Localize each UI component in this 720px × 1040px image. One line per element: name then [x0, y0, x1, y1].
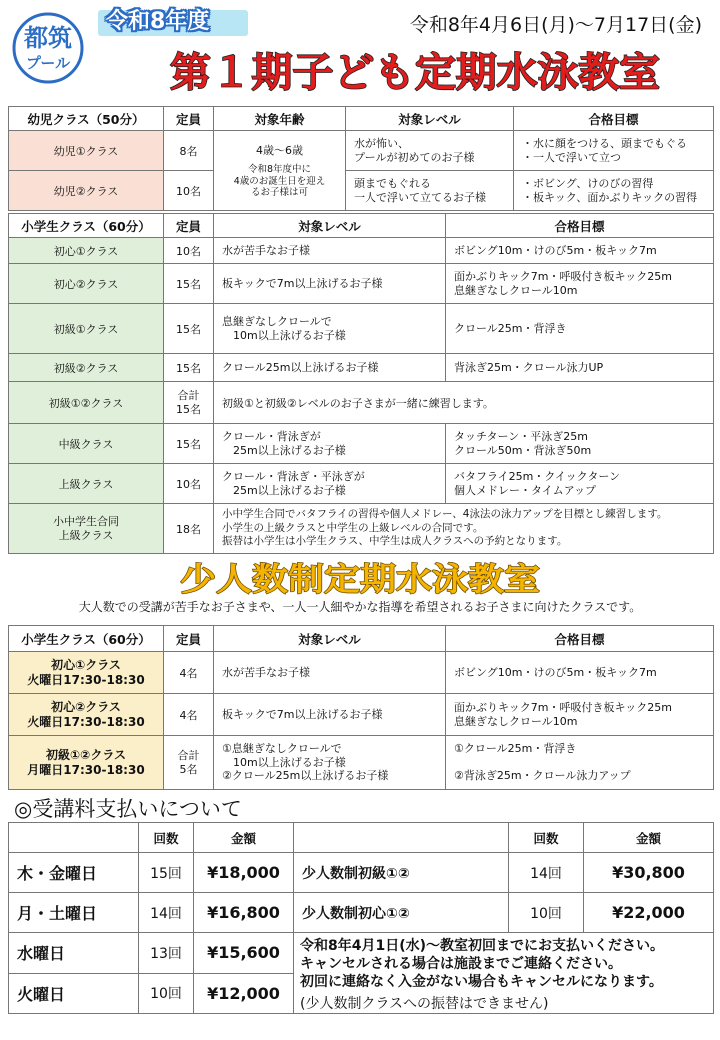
class-name: 初心②クラス [9, 264, 164, 304]
age-main: 4歳～6歳 [256, 143, 303, 157]
fees-header-count: 回数 [139, 823, 194, 853]
school-header-level: 対象レベル [214, 214, 446, 238]
class-name: 初心①クラス [9, 238, 164, 264]
fees-header-blank [9, 823, 139, 853]
class-level: 板キックで7m以上泳げるお子様 [214, 264, 446, 304]
class-capacity: 10名 [164, 171, 214, 211]
main-title-text: 第１期子ども定期水泳教室 [170, 50, 660, 96]
fee-day: 木・金曜日 [9, 853, 139, 893]
kids-header-age: 対象年齢 [214, 107, 346, 131]
fee-price: ¥16,800 [194, 893, 294, 933]
age-cell [214, 131, 346, 211]
class-goal: ・ボビング、けのびの習得 ・板キック、面かぶりキックの習得 [514, 171, 714, 211]
fee-price: ¥18,000 [194, 853, 294, 893]
class-level: 板キックで7m以上泳げるお子様 [214, 694, 446, 736]
class-name: 初心①クラス 火曜日17:30-18:30 [9, 652, 164, 694]
fee-course: 少人数制初心①② [294, 893, 509, 933]
fee-price: ¥15,600 [194, 933, 294, 974]
class-level: クロール25m以上泳げるお子様 [214, 354, 446, 382]
class-goal: ・水に顔をつける、頭までもぐる ・一人で浮いて立つ [514, 131, 714, 171]
class-level: 水が怖い、 プールが初めてのお子様 [346, 131, 514, 171]
fee-day: 月・土曜日 [9, 893, 139, 933]
fees-header-price-2: 金額 [584, 823, 714, 853]
class-name: 初級①クラス [9, 304, 164, 354]
fee-count: 14回 [509, 853, 584, 893]
fee-course: 少人数制初級①② [294, 853, 509, 893]
class-goal: バタフライ25m・クイックターン 個人メドレー・タイムアップ [446, 464, 714, 504]
table-row [9, 382, 714, 424]
fee-count: 15回 [139, 853, 194, 893]
fee-price: ¥22,000 [584, 893, 714, 933]
school-header-goal: 合格目標 [446, 214, 714, 238]
fees-table [8, 822, 714, 1014]
school-header-class: 小学生クラス（60分） [9, 214, 164, 238]
small-group-title [160, 556, 560, 600]
kids-header-level: 対象レベル [346, 107, 514, 131]
kids-header-class: 幼児クラス（50分） [9, 107, 164, 131]
payment-notice-text: 令和8年4月1日(水)～教室初回までにお支払いください。 キャンセルされる場合は施設までご連絡ください。 初回に連絡なく入金がない場合もキャンセルになります。 [300, 938, 665, 991]
period-dates: 令和8年4月6日(月)～7月17日(金) [409, 14, 702, 36]
table-row [9, 304, 714, 354]
kids-header-goal: 合格目標 [514, 107, 714, 131]
class-level: 水が苦手なお子様 [214, 652, 446, 694]
class-capacity: 合計 15名 [164, 382, 214, 424]
age-note: 令和8年度中に 4歳のお誕生日を迎え るお子様は可 [233, 163, 326, 199]
era-label: 令和8年度 [106, 9, 210, 34]
class-capacity: 10名 [164, 238, 214, 264]
class-name: 小中学生合同 上級クラス [9, 504, 164, 554]
class-goal: ①クロール25m・背浮き ②背泳ぎ25m・クロール泳力アップ [446, 736, 714, 790]
logo-text-top: 都筑 [24, 24, 72, 52]
class-capacity: 4名 [164, 652, 214, 694]
class-name: 初級①②クラス [9, 382, 164, 424]
fee-price: ¥30,800 [584, 853, 714, 893]
class-capacity: 15名 [164, 354, 214, 382]
school-class-table [8, 213, 714, 554]
table-row [9, 354, 714, 382]
table-row [9, 504, 714, 554]
class-capacity: 4名 [164, 694, 214, 736]
table-row [9, 264, 714, 304]
small-group-description: 大人数での受講が苦手なお子さまや、一人一人細やかな指導を希望されるお子さまに向けたクラスです。 [78, 600, 642, 614]
class-goal: 面かぶりキック7m・呼吸付き板キック25m 息継ぎなしクロール10m [446, 264, 714, 304]
tsuzuki-pool-logo [6, 10, 94, 86]
class-name: 初心②クラス 火曜日17:30-18:30 [9, 694, 164, 736]
class-goal: クロール25m・背浮き [446, 304, 714, 354]
table-row [9, 652, 714, 694]
fee-count: 14回 [139, 893, 194, 933]
small-header-capacity: 定員 [164, 626, 214, 652]
class-capacity: 合計 5名 [164, 736, 214, 790]
class-capacity: 18名 [164, 504, 214, 554]
fees-header-count-2: 回数 [509, 823, 584, 853]
table-row [9, 131, 714, 171]
table-row [9, 238, 714, 264]
table-row [9, 933, 714, 974]
table-row [9, 694, 714, 736]
payment-notice [294, 933, 714, 1014]
small-header-class: 小学生クラス（60分） [9, 626, 164, 652]
fees-header-blank-2 [294, 823, 509, 853]
table-row [9, 464, 714, 504]
class-level: ①息継ぎなしクロールで 10m以上泳げるお子様 ②クロール25m以上泳げるお子様 [214, 736, 446, 790]
table-row [9, 893, 714, 933]
fee-day: 火曜日 [9, 973, 139, 1014]
school-header-capacity: 定員 [164, 214, 214, 238]
small-header-level: 対象レベル [214, 626, 446, 652]
fees-header-price: 金額 [194, 823, 294, 853]
class-capacity: 8名 [164, 131, 214, 171]
class-name: 幼児②クラス [9, 171, 164, 211]
table-row [9, 736, 714, 790]
class-name: 初級①②クラス 月曜日17:30-18:30 [9, 736, 164, 790]
class-name: 中級クラス [9, 424, 164, 464]
class-description: 小中学生合同でバタフライの習得や個人メドレー、4泳法の泳力アップを目標とし練習します。 小学生の上級クラスと中学生の上級レベルの合同です。 振替は小学生は小学生クラス、中学生は成人クラスへの予約となります。 [214, 504, 714, 554]
kids-class-table [8, 106, 714, 211]
fee-count: 10回 [139, 973, 194, 1014]
small-header-goal: 合格目標 [446, 626, 714, 652]
class-name: 幼児①クラス [9, 131, 164, 171]
class-level: クロール・背泳ぎ・平泳ぎが 25m以上泳げるお子様 [214, 464, 446, 504]
table-row [9, 853, 714, 893]
fees-heading: ◎受講料支払いについて [14, 797, 242, 821]
fee-day: 水曜日 [9, 933, 139, 974]
small-group-title-text: 少人数制定期水泳教室 [180, 560, 540, 598]
class-level: 水が苦手なお子様 [214, 238, 446, 264]
class-level: 頭までもぐれる 一人で浮いて立てるお子様 [346, 171, 514, 211]
class-name: 上級クラス [9, 464, 164, 504]
fee-price: ¥12,000 [194, 973, 294, 1014]
class-name: 初級②クラス [9, 354, 164, 382]
kids-header-capacity: 定員 [164, 107, 214, 131]
class-capacity: 15名 [164, 264, 214, 304]
table-row [9, 424, 714, 464]
class-description: 初級①と初級②レベルのお子さまが一緒に練習します。 [214, 382, 714, 424]
class-level: クロール・背泳ぎが 25m以上泳げるお子様 [214, 424, 446, 464]
class-capacity: 15名 [164, 424, 214, 464]
main-title [160, 40, 670, 100]
class-goal: ボビング10m・けのび5m・板キック7m [446, 238, 714, 264]
fee-count: 13回 [139, 933, 194, 974]
class-goal: ボビング10m・けのび5m・板キック7m [446, 652, 714, 694]
class-level: 息継ぎなしクロールで 10m以上泳げるお子様 [214, 304, 446, 354]
fee-count: 10回 [509, 893, 584, 933]
payment-notice-note: (少人数制クラスへの振替はできません) [300, 995, 549, 1012]
class-goal: 背泳ぎ25m・クロール泳力UP [446, 354, 714, 382]
table-row [9, 171, 714, 211]
logo-text-bottom: プール [25, 54, 71, 72]
class-capacity: 10名 [164, 464, 214, 504]
small-group-table [8, 625, 714, 790]
class-goal: 面かぶりキック7m・呼吸付き板キック25m 息継ぎなしクロール10m [446, 694, 714, 736]
class-goal: タッチターン・平泳ぎ25m クロール50m・背泳ぎ50m [446, 424, 714, 464]
class-capacity: 15名 [164, 304, 214, 354]
